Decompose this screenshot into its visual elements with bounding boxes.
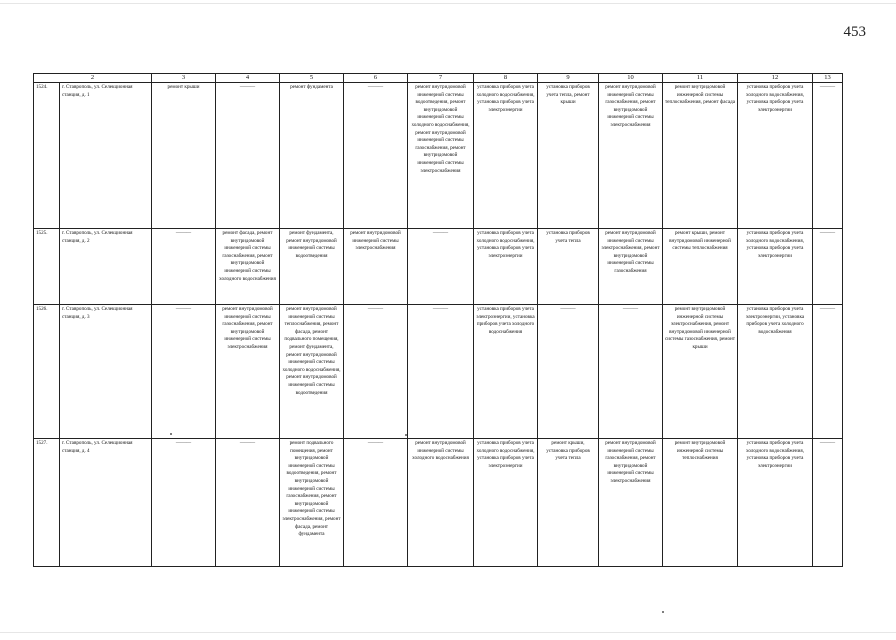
work-cell: ——— xyxy=(408,229,474,305)
work-cell: ——— xyxy=(344,305,408,439)
address-cell: г. Ставрополь, ул. Селекционная станция, д. 4 xyxy=(60,439,152,567)
work-cell: ремонт внутридомовой инженерной системы водоотведения, ремонт внутридомовой инженерной системы холодного водоснабжения, ремонт внутридомовой инженерной системы газоснабжения, ремонт внутридомовой инженерной системы электроснабжения xyxy=(408,83,474,229)
work-cell: ——— xyxy=(344,83,408,229)
work-cell: установка приборов учета тепла, ремонт крыши xyxy=(538,83,599,229)
work-cell: ——— xyxy=(813,305,843,439)
work-cell: ремонт внутридомовой инженерной системы газоснабжения, ремонт внутридомовой инженерной системы электроснабжения xyxy=(599,83,663,229)
work-cell: установка приборов учета холодного водоснабжения, установка приборов учета электроэнергии xyxy=(474,229,538,305)
work-cell: ——— xyxy=(408,305,474,439)
work-cell: ——— xyxy=(813,439,843,567)
work-cell: ремонт внутридомовой инженерной системы электроснабжения xyxy=(344,229,408,305)
work-cell: ремонт подвального помещения, ремонт внутридомовой инженерной системы водоотведения, ремонт внутридомовой инженерной системы газоснабжения, ремонт внутридомовой инженерной системы электроснабжения, ремонт фасада, ремонт фундамента xyxy=(280,439,344,567)
table-row xyxy=(34,229,843,305)
work-cell: ремонт крыши, установка приборов учета тепла xyxy=(538,439,599,567)
row-number: 1526. xyxy=(34,305,60,439)
work-cell: ремонт внутридомовой инженерной системы теплоснабжения xyxy=(663,439,738,567)
column-header: 8 xyxy=(474,74,538,83)
work-cell: ремонт внутридомовой инженерной системы газоснабжения, ремонт внутридомовой инженерной системы электроснабжения xyxy=(216,305,280,439)
work-cell: ремонт фундамента, ремонт внутридомовой инженерной системы водоотведения xyxy=(280,229,344,305)
table-row xyxy=(34,305,843,439)
column-header: 5 xyxy=(280,74,344,83)
work-cell: ——— xyxy=(813,83,843,229)
column-header: 4 xyxy=(216,74,280,83)
scan-speck xyxy=(405,434,407,436)
repair-schedule-table xyxy=(33,73,843,567)
work-cell: установка приборов учета холодного водоснабжения, установка приборов учета электроэнергии xyxy=(474,83,538,229)
row-number: 1525. xyxy=(34,229,60,305)
work-cell: установка приборов учета холодного водоснабжения, установка приборов учета электроэнергии xyxy=(738,439,813,567)
work-cell: ——— xyxy=(152,439,216,567)
column-header: 11 xyxy=(663,74,738,83)
work-cell: ремонт крыши xyxy=(152,83,216,229)
work-cell: ремонт внутридомовой инженерной системы электроснабжения, ремонт внутридомовой инженерной системы газоснабжения xyxy=(599,229,663,305)
work-cell: ——— xyxy=(216,439,280,567)
work-cell: ——— xyxy=(599,305,663,439)
work-cell: ремонт внутридомовой инженерной системы теплоснабжения, ремонт фасада xyxy=(663,83,738,229)
column-header: 12 xyxy=(738,74,813,83)
work-cell: установка приборов учета холодного водоснабжения, установка приборов учета электроэнергии xyxy=(474,439,538,567)
work-cell: установка приборов учета тепла xyxy=(538,229,599,305)
work-cell: ремонт внутридомовой инженерной системы теплоснабжения, ремонт фасада, ремонт подвального помещения, ремонт фундамента, ремонт внутридомовой инженерной системы холодного водоснабжения, ремонт внутридомовой инженерной системы водоотведения xyxy=(280,305,344,439)
address-cell: г. Ставрополь, ул. Селекционная станция, д. 3 xyxy=(60,305,152,439)
work-cell: ремонт внутридомовой инженерной системы электроснабжения, ремонт внутридомовой инженерной системы газоснабжения, ремонт крыши xyxy=(663,305,738,439)
work-cell: ——— xyxy=(344,439,408,567)
column-header: 2 xyxy=(34,74,152,83)
table-row xyxy=(34,83,843,229)
work-cell: ремонт внутридомовой инженерной системы холодного водоснабжения xyxy=(408,439,474,567)
work-cell: ——— xyxy=(813,229,843,305)
column-number-row xyxy=(34,74,843,83)
work-cell: ——— xyxy=(216,83,280,229)
column-header: 6 xyxy=(344,74,408,83)
scan-edge-top xyxy=(0,3,896,4)
work-cell: ——— xyxy=(538,305,599,439)
work-cell: установка приборов учета холодного водоснабжения, установка приборов учета электроэнергии xyxy=(738,229,813,305)
work-cell: ремонт внутридомовой инженерной системы газоснабжения, ремонт внутридомовой инженерной системы электроснабжения xyxy=(599,439,663,567)
scan-edge-bottom xyxy=(0,632,896,633)
address-cell: г. Ставрополь, ул. Селекционная станция, д. 2 xyxy=(60,229,152,305)
row-number: 1524. xyxy=(34,83,60,229)
work-cell: установка приборов учета электроэнергии, установка приборов учета холодного водоснабжения xyxy=(474,305,538,439)
scan-speck xyxy=(662,611,664,613)
row-number: 1527. xyxy=(34,439,60,567)
work-cell: установка приборов учета холодного водоснабжения, установка приборов учета электроэнергии xyxy=(738,83,813,229)
column-header: 3 xyxy=(152,74,216,83)
work-cell: ремонт фасада, ремонт внутридомовой инженерной системы газоснабжения, ремонт внутридомовой инженерной системы холодного водоснабжения xyxy=(216,229,280,305)
work-cell: ремонт крыши, ремонт внутридомовой инженерной системы теплоснабжения xyxy=(663,229,738,305)
work-cell: установка приборов учета электроэнергии, установка приборов учета холодного водоснабжения xyxy=(738,305,813,439)
scan-speck xyxy=(170,433,172,435)
address-cell: г. Ставрополь, ул. Селекционная станция, д. 1 xyxy=(60,83,152,229)
work-cell: ——— xyxy=(152,229,216,305)
column-header: 10 xyxy=(599,74,663,83)
work-cell: ремонт фундамента xyxy=(280,83,344,229)
table-row xyxy=(34,439,843,567)
column-header: 13 xyxy=(813,74,843,83)
column-header: 7 xyxy=(408,74,474,83)
column-header: 9 xyxy=(538,74,599,83)
work-cell: ——— xyxy=(152,305,216,439)
page-number: 453 xyxy=(843,24,866,40)
